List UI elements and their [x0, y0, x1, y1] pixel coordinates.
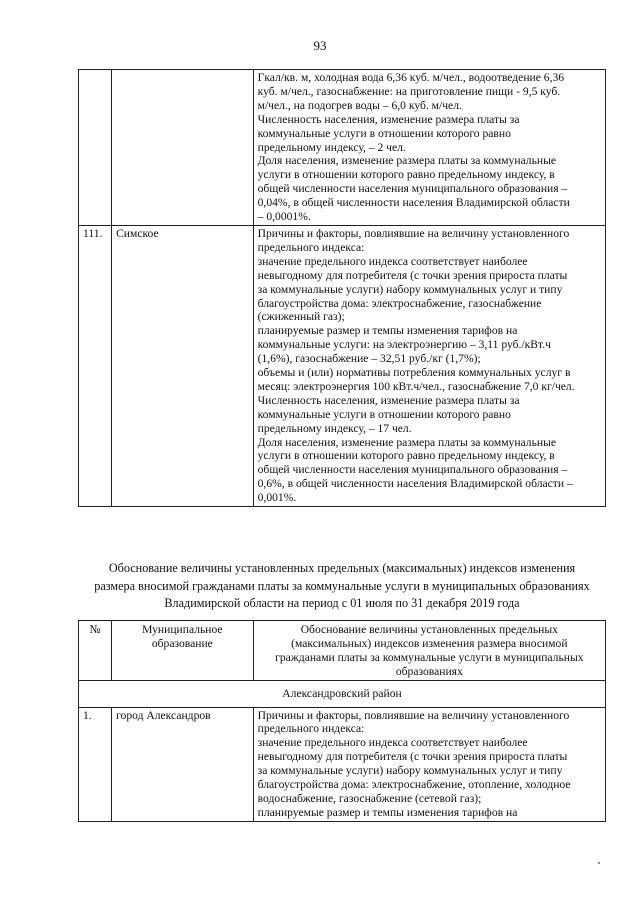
- justification-line: за коммунальные услуги) набору коммунальных услуг и типу: [257, 764, 563, 778]
- justification-line: водоснабжение, газоснабжение (сетевой газ);: [257, 791, 482, 805]
- justification-line: коммунальные услуги: на электроэнергию – 3,11 руб./кВт.ч: [257, 338, 551, 352]
- header-line: гражданами платы за коммунальные услуги в муниципальных: [275, 650, 584, 664]
- municipal-index-table-continued: [78, 69, 606, 507]
- justification-line: невыгодному для потребителя (с точки зрения прироста платы: [257, 268, 568, 282]
- row-number-cell: 1.: [79, 707, 112, 821]
- row-number-cell: 111.: [79, 225, 112, 506]
- municipality-cell: Симское: [112, 225, 254, 506]
- justification-line: общей численности населения муниципального образования –: [257, 182, 568, 196]
- header-line: (максимальных) индексов изменения размера вносимой: [291, 636, 568, 650]
- header-line: образованиях: [395, 664, 463, 678]
- justification-line: услуги в отношении которого равно предельному индексу, в: [257, 168, 555, 182]
- justification-line: (1,6%), газоснабжение – 32,51 руб./кг (1,7%);: [257, 352, 481, 366]
- justification-line: услуги в отношении которого равно предельному индексу, в: [257, 449, 555, 463]
- justification-line: предельного индекса:: [257, 722, 365, 736]
- header-municipality: [112, 621, 254, 681]
- header-line: Муниципальное: [142, 623, 223, 636]
- justification-line: Доля населения, изменение размера платы за коммунальные: [257, 154, 557, 168]
- justification-line: предельного индекса:: [257, 240, 365, 254]
- row-number-cell: [79, 70, 112, 226]
- justification-line: Доля населения, изменение размера платы за коммунальные: [257, 435, 557, 449]
- justification-line: 0,001%.: [257, 491, 297, 505]
- justification-line: коммунальные услуги в отношении которого равно: [257, 126, 511, 140]
- header-number: №: [79, 621, 112, 681]
- justification-line: Численность населения, изменение размера платы за: [257, 393, 520, 407]
- section-title-line: размера вносимой гражданами платы за коммунальные услуги в муниципальных образованиях: [94, 578, 590, 593]
- header-line: образование: [151, 636, 213, 650]
- justification-cell: [253, 707, 605, 821]
- table-header-row: [79, 621, 606, 681]
- section-title-line: Обоснование величины установленных предельных (максимальных) индексов изменения: [108, 561, 576, 575]
- section-title-line: Владимирской области на период с 01 июля по 31 декабря 2019 года: [164, 596, 520, 611]
- justification-line: благоустройства дома: электроснабжение, отопление, холодное: [257, 778, 571, 792]
- page-number: 93: [313, 38, 327, 53]
- table-row: [79, 225, 606, 506]
- justification-line: (сжиженный газ);: [257, 310, 345, 324]
- justification-line: общей численности населения муниципального образования –: [257, 463, 568, 477]
- justification-line: куб. м/чел., газоснабжение: на приготовление пищи - 9,5 куб.: [257, 84, 561, 98]
- municipality-cell: город Александров: [112, 707, 254, 821]
- justification-line: значение предельного индекса соответствует наиболее: [257, 736, 528, 750]
- justification-line: объемы и (или) нормативы потребления коммунальных услуг в: [257, 366, 571, 380]
- justification-cell: [253, 225, 605, 506]
- justification-line: за коммунальные услуги) набору коммунальных услуг и типу: [257, 282, 563, 296]
- justification-line: м/чел., на подогрев воды – 6,0 куб. м/чел.: [257, 98, 462, 112]
- header-line: Обоснование величины установленных предельных: [300, 623, 558, 636]
- district-row: [79, 680, 606, 707]
- justification-table: [78, 620, 606, 822]
- justification-cell: [253, 70, 605, 226]
- municipality-cell: [112, 70, 254, 226]
- justification-line: благоустройства дома: электроснабжение, газоснабжение: [257, 296, 542, 310]
- justification-line: планируемые размер и темпы изменения тарифов на: [257, 324, 518, 338]
- justification-line: 0,04%, в общей численности населения Владимирской области: [257, 196, 570, 210]
- district-name: Александровский район: [79, 680, 606, 707]
- table-row: [79, 707, 606, 821]
- justification-line: предельному индексу, – 17 чел.: [257, 421, 412, 435]
- justification-line: невыгодному для потребителя (с точки зрения прироста платы: [257, 750, 568, 764]
- justification-line: коммунальные услуги в отношении которого равно: [257, 407, 511, 421]
- justification-line: планируемые размер и темпы изменения тарифов на: [257, 805, 518, 819]
- justification-line: Причины и факторы, повлиявшие на величину установленного: [257, 226, 570, 240]
- header-justification: [253, 621, 605, 681]
- justification-line: Численность населения, изменение размера платы за: [257, 112, 520, 126]
- justification-line: – 0,0001%.: [257, 210, 311, 224]
- justification-line: 0,6%, в общей численности населения Владимирской области –: [257, 477, 573, 491]
- justification-line: Гкал/кв. м, холодная вода 6,36 куб. м/чел., водоотведение 6,36: [257, 71, 565, 84]
- section-title: [78, 560, 606, 613]
- table-row: [79, 70, 606, 226]
- justification-line: предельному индексу, – 2 чел.: [257, 140, 406, 154]
- justification-line: значение предельного индекса соответствует наиболее: [257, 254, 528, 268]
- scan-mark: [598, 862, 600, 864]
- justification-line: Причины и факторы, повлиявшие на величину установленного: [257, 708, 570, 722]
- justification-line: месяц: электроэнергия 100 кВт.ч/чел., газоснабжение 7,0 кг/чел.: [257, 379, 575, 393]
